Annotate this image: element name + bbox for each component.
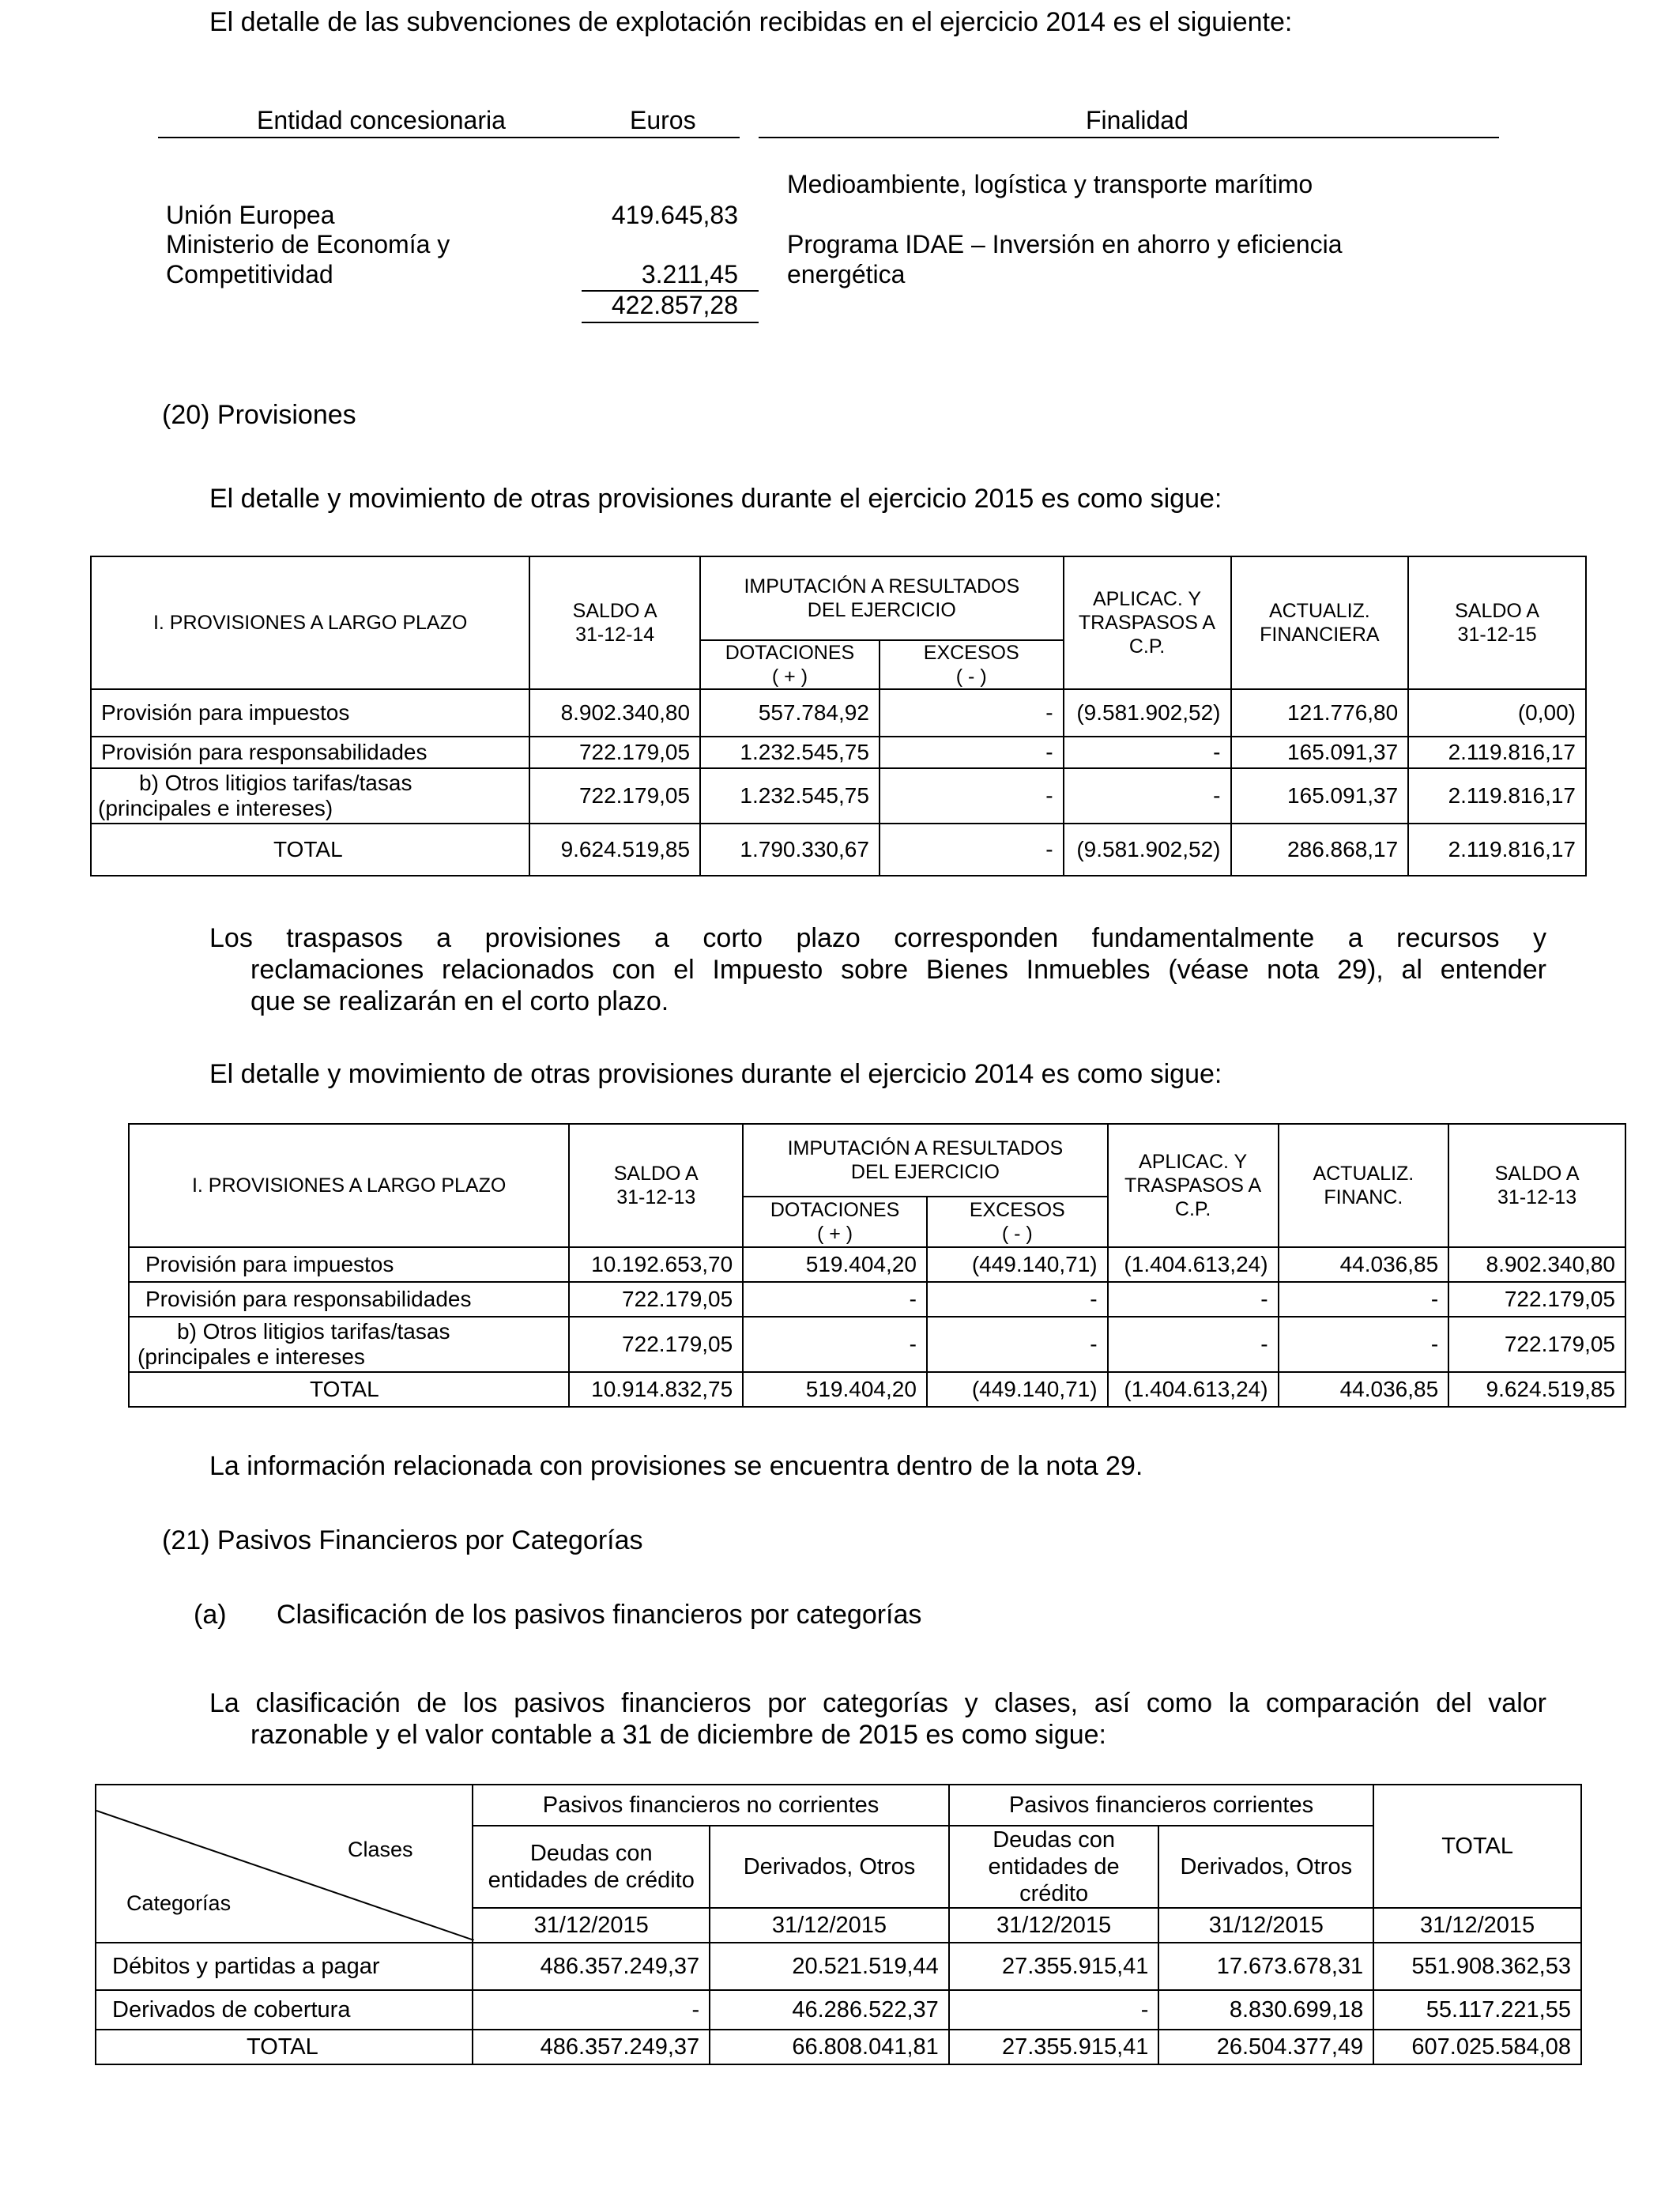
table-row [91, 737, 1586, 768]
cell: 8.830.699,18 [1158, 1990, 1373, 2030]
cell: 557.784,92 [700, 689, 880, 737]
subsection-a-marker: (a) [194, 1600, 227, 1630]
cell: - [949, 1990, 1159, 2030]
cell: (449.140,71) [927, 1247, 1108, 1282]
subsidies-purpose-1: Medioambiente, logística y transporte marítimo [787, 170, 1313, 198]
cell: 121.776,80 [1231, 689, 1409, 737]
row-label: Provisión para responsabilidades [91, 737, 529, 768]
cell: - [1279, 1282, 1449, 1317]
cell: 20.521.519,44 [710, 1943, 949, 1990]
cell: 2.119.816,17 [1408, 768, 1586, 824]
t2014-header-saldo-fin: SALDO A 31-12-13 [1448, 1124, 1625, 1247]
cell: 9.624.519,85 [1448, 1372, 1625, 1407]
table-row [96, 1990, 1581, 2030]
subsection-a-title: Clasificación de los pasivos financieros por categorías [277, 1600, 922, 1630]
cell: (1.404.613,24) [1108, 1247, 1279, 1282]
cell: 10.914.832,75 [569, 1372, 743, 1407]
clasif-line-2: razonable y el valor contable a 31 de diciembre de 2015 es como sigue: [250, 1720, 1107, 1750]
cell: (9.581.902,52) [1064, 689, 1231, 737]
date-cell: 31/12/2015 [473, 1908, 710, 1943]
intro-2015: El detalle y movimiento de otras provisiones durante el ejercicio 2015 es como sigue: [209, 484, 1222, 514]
subsidies-amount-1: 419.645,83 [611, 201, 738, 229]
traspasos-line-2: reclamaciones relacionados con el Impuesto sobre Bienes Inmuebles (véase nota 29), al entender [250, 955, 1546, 985]
cell: 27.355.915,41 [949, 2030, 1159, 2064]
t2014-header-dotaciones: DOTACIONES ( + ) [743, 1197, 927, 1247]
t2015-header-saldo-ini: SALDO A 31-12-14 [529, 556, 700, 689]
cell: - [1108, 1317, 1279, 1372]
cell: - [1064, 768, 1231, 824]
cell: 722.179,05 [529, 768, 700, 824]
subsidies-total-rule-bottom [582, 322, 759, 323]
t2015-header-aplicac: APLICAC. Y TRASPASOS A C.P. [1064, 556, 1231, 689]
row-label: Provisión para impuestos [91, 689, 529, 737]
cell: - [743, 1317, 927, 1372]
row-label: b) Otros litigios tarifas/tasas (principales e intereses [129, 1317, 569, 1372]
t2014-header-saldo-ini: SALDO A 31-12-13 [569, 1124, 743, 1247]
subsidies-amount-2: 3.211,45 [641, 260, 738, 288]
subsidies-header-rule-left [158, 137, 740, 138]
cell: 722.179,05 [1448, 1317, 1625, 1372]
subsidies-header-rule-right [759, 137, 1499, 138]
col-deudas-nc: Deudas con entidades de crédito [473, 1826, 710, 1908]
t2015-header-dotaciones: DOTACIONES ( + ) [700, 640, 880, 689]
cell: 8.902.340,80 [529, 689, 700, 737]
subsidies-entity-1: Unión Europea [166, 201, 335, 229]
t2014-header-actualiz: ACTUALIZ. FINANC. [1279, 1124, 1449, 1247]
total-header: TOTAL [1373, 1785, 1581, 1908]
row-label: TOTAL [91, 824, 529, 876]
cell: 44.036,85 [1279, 1372, 1449, 1407]
table-row [129, 1247, 1625, 1282]
nota29-text: La información relacionada con provisiones se encuentra dentro de la nota 29. [209, 1451, 1143, 1481]
t2015-header-imputacion: IMPUTACIÓN A RESULTADOS DEL EJERCICIO [700, 556, 1063, 640]
row-label: Derivados de cobertura [96, 1990, 473, 2030]
corner-categorias: Categorías [126, 1891, 232, 1915]
cell: 8.902.340,80 [1448, 1247, 1625, 1282]
cell: 46.286.522,37 [710, 1990, 949, 2030]
cell: 286.868,17 [1231, 824, 1409, 876]
table-row [91, 768, 1586, 824]
row-label: Débitos y partidas a pagar [96, 1943, 473, 1990]
date-cell: 31/12/2015 [1373, 1908, 1581, 1943]
t2014-header-aplicac: APLICAC. Y TRASPASOS A C.P. [1108, 1124, 1279, 1247]
cell: (9.581.902,52) [1064, 824, 1231, 876]
cell: 551.908.362,53 [1373, 1943, 1581, 1990]
row-label: TOTAL [129, 1372, 569, 1407]
cell: - [880, 824, 1064, 876]
table-row [129, 1372, 1625, 1407]
cell: 17.673.678,31 [1158, 1943, 1373, 1990]
cell: - [880, 737, 1064, 768]
cell: 607.025.584,08 [1373, 2030, 1581, 2064]
cell: 722.179,05 [569, 1282, 743, 1317]
row-label: TOTAL [96, 2030, 473, 2064]
cell: 722.179,05 [1448, 1282, 1625, 1317]
cell: 27.355.915,41 [949, 1943, 1159, 1990]
intro-2014: El detalle y movimiento de otras provisiones durante el ejercicio 2014 es como sigue: [209, 1059, 1222, 1089]
subsidies-purpose-2b: energética [787, 260, 906, 288]
cell: - [880, 768, 1064, 824]
cell: - [743, 1282, 927, 1317]
cell: - [927, 1317, 1108, 1372]
subsidies-total: 422.857,28 [611, 291, 738, 319]
cell: 9.624.519,85 [529, 824, 700, 876]
table-row [91, 824, 1586, 876]
t2014-header-label: I. PROVISIONES A LARGO PLAZO [129, 1124, 569, 1247]
col-derivados-c: Derivados, Otros [1158, 1826, 1373, 1908]
subsidies-purpose-2a: Programa IDAE – Inversión en ahorro y eficiencia [787, 230, 1343, 258]
pasivos-table [95, 1784, 1582, 2065]
cell: 66.808.041,81 [710, 2030, 949, 2064]
group-no-corrientes: Pasivos financieros no corrientes [473, 1785, 949, 1826]
cell: 1.232.545,75 [700, 768, 880, 824]
t2014-header-imputacion: IMPUTACIÓN A RESULTADOS DEL EJERCICIO [743, 1124, 1107, 1197]
cell: 26.504.377,49 [1158, 2030, 1373, 2064]
row-label: Provisión para responsabilidades [129, 1282, 569, 1317]
group-corrientes: Pasivos financieros corrientes [949, 1785, 1373, 1826]
date-cell: 31/12/2015 [710, 1908, 949, 1943]
t2014-header-excesos: EXCESOS ( - ) [927, 1197, 1108, 1247]
provisions-table-2015 [90, 556, 1587, 876]
provisions-table-2014 [128, 1123, 1626, 1408]
t2015-header-saldo-fin: SALDO A 31-12-15 [1408, 556, 1586, 689]
traspasos-line-1: Los traspasos a provisiones a corto plazo corresponden fundamentalmente a recursos y [209, 923, 1546, 953]
cell: (0,00) [1408, 689, 1586, 737]
cell: (1.404.613,24) [1108, 1372, 1279, 1407]
col-derivados-nc: Derivados, Otros [710, 1826, 949, 1908]
cell: (449.140,71) [927, 1372, 1108, 1407]
t2015-header-label: I. PROVISIONES A LARGO PLAZO [91, 556, 529, 689]
subsidies-header-entity: Entidad concesionaria [257, 106, 506, 134]
cell: 2.119.816,17 [1408, 824, 1586, 876]
traspasos-line-3: que se realizarán en el corto plazo. [250, 986, 669, 1016]
cell: 165.091,37 [1231, 768, 1409, 824]
table-row [129, 1317, 1625, 1372]
cell: 722.179,05 [569, 1317, 743, 1372]
t2015-header-excesos: EXCESOS ( - ) [880, 640, 1064, 689]
corner-diagonal [96, 1785, 474, 1940]
cell: 1.790.330,67 [700, 824, 880, 876]
cell: - [473, 1990, 710, 2030]
row-label: b) Otros litigios tarifas/tasas (principales e intereses) [91, 768, 529, 824]
cell: 55.117.221,55 [1373, 1990, 1581, 2030]
col-deudas-c: Deudas con entidades de crédito [949, 1826, 1159, 1908]
intro-2014-subsidies: El detalle de las subvenciones de explotación recibidas en el ejercicio 2014 es el siguiente: [209, 7, 1293, 37]
subsidies-header-purpose: Finalidad [1086, 106, 1188, 134]
cell: 1.232.545,75 [700, 737, 880, 768]
cell: 519.404,20 [743, 1372, 927, 1407]
cell: - [1108, 1282, 1279, 1317]
pasivos-corner-cell [96, 1785, 473, 1943]
cell: - [880, 689, 1064, 737]
cell: 165.091,37 [1231, 737, 1409, 768]
subsidies-header-euros: Euros [630, 106, 696, 134]
cell: 2.119.816,17 [1408, 737, 1586, 768]
table-row [129, 1282, 1625, 1317]
t2015-header-actualiz: ACTUALIZ. FINANCIERA [1231, 556, 1409, 689]
cell: 486.357.249,37 [473, 2030, 710, 2064]
corner-clases: Clases [348, 1838, 413, 1861]
cell: 486.357.249,37 [473, 1943, 710, 1990]
clasif-line-1: La clasificación de los pasivos financieros por categorías y clases, así como la comparación del valor [209, 1688, 1546, 1718]
table-row [91, 689, 1586, 737]
cell: - [927, 1282, 1108, 1317]
table-row [96, 2030, 1581, 2064]
cell: - [1064, 737, 1231, 768]
subsidies-entity-2b: Competitividad [166, 260, 333, 288]
cell: - [1279, 1317, 1449, 1372]
section-21-title: (21) Pasivos Financieros por Categorías [162, 1525, 643, 1555]
cell: 10.192.653,70 [569, 1247, 743, 1282]
subsidies-entity-2a: Ministerio de Economía y [166, 230, 450, 258]
date-cell: 31/12/2015 [949, 1908, 1159, 1943]
row-label: Provisión para impuestos [129, 1247, 569, 1282]
date-cell: 31/12/2015 [1158, 1908, 1373, 1943]
cell: 44.036,85 [1279, 1247, 1449, 1282]
cell: 722.179,05 [529, 737, 700, 768]
section-20-title: (20) Provisiones [162, 400, 356, 430]
table-row [96, 1943, 1581, 1990]
cell: 519.404,20 [743, 1247, 927, 1282]
